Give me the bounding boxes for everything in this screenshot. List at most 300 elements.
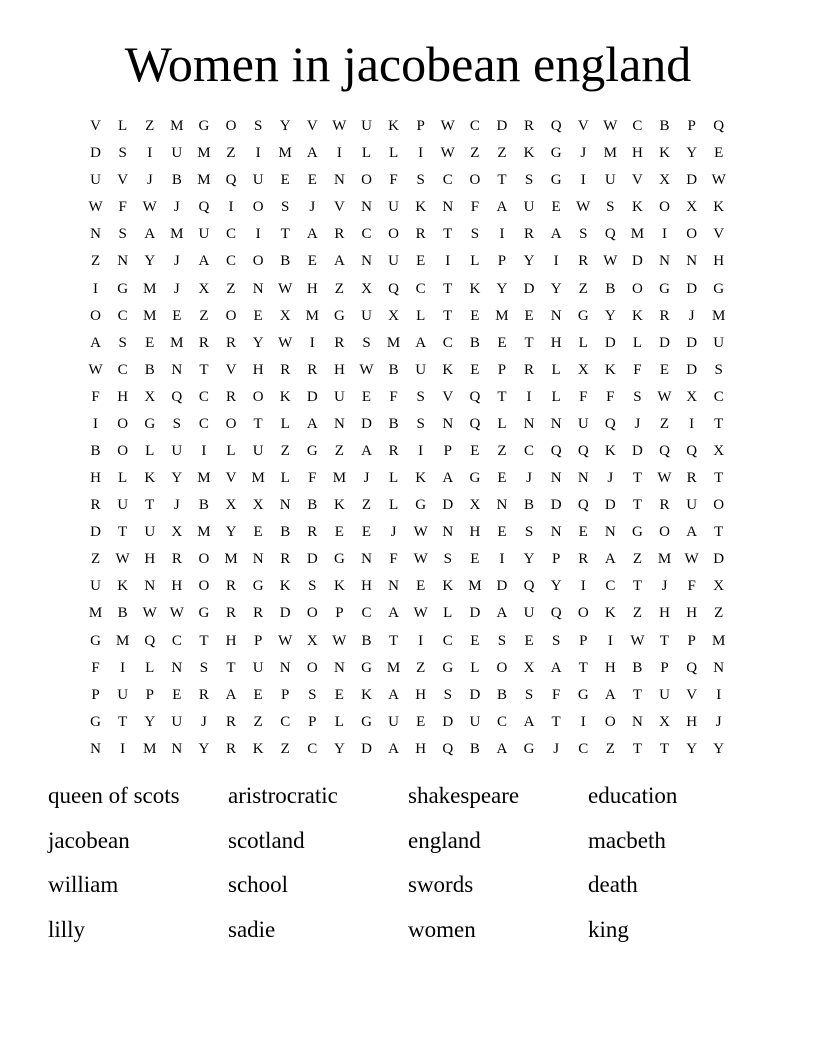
grid-letter: G [252,578,264,595]
grid-letter: W [359,361,374,378]
grid-letter: O [117,415,129,432]
grid-letter: P [687,632,696,649]
grid-letter: M [170,226,184,243]
grid-letter: C [496,713,507,730]
word-list-item: macbeth [588,827,666,853]
grid-letter: Y [333,740,345,757]
grid-letter: N [577,470,589,487]
grid-letter: M [657,551,672,568]
grid-letter: H [686,713,698,730]
grid-letter: T [443,226,453,243]
grid-letter: Q [198,199,210,216]
grid-letter: P [497,253,507,270]
grid-letter: I [445,253,451,270]
grid-letter: N [279,497,291,514]
grid-letter: E [416,253,426,270]
grid-letter: M [197,470,211,487]
grid-letter: Y [144,253,156,270]
grid-letter: F [606,388,615,405]
grid-letter: C [415,280,426,297]
grid-letter: U [90,578,101,595]
grid-letter: J [173,199,180,216]
grid-letter: L [226,442,236,459]
grid-letter: E [253,307,263,324]
grid-letter: V [442,388,454,405]
grid-letter: C [226,226,237,243]
grid-letter: Q [442,740,454,757]
grid-letter: L [280,470,290,487]
grid-letter: D [686,280,698,297]
grid-letter: R [524,118,535,135]
grid-letter: T [659,740,670,757]
grid-letter: N [604,524,616,541]
grid-letter: S [118,334,127,351]
grid-letter: C [713,388,724,405]
grid-letter: V [577,118,589,135]
grid-letter: E [416,578,426,595]
grid-letter: V [90,118,101,135]
grid-letter: Y [496,280,508,297]
grid-letter: D [442,713,454,730]
grid-letter: E [307,172,317,189]
grid-letter: A [388,740,399,757]
grid-letter: Q [659,442,670,459]
grid-letter: S [308,686,317,703]
grid-letter: H [604,659,616,676]
word-list-item: aristrocratic [228,783,338,808]
grid-letter: R [253,605,264,622]
grid-letter: M [143,280,157,297]
grid-letter: A [388,605,399,622]
grid-letter: V [225,361,237,378]
grid-letter: T [551,713,561,730]
grid-letter: H [171,578,183,595]
grid-letter: S [524,686,534,703]
grid-letter: G [523,740,535,757]
grid-letter: G [117,280,129,297]
grid-letter: E [416,713,426,730]
grid-letter: F [308,470,317,487]
grid-letter: U [144,524,156,541]
grid-letter: C [632,118,643,135]
grid-letter: M [143,307,157,324]
grid-letter: A [550,226,562,243]
grid-letter: Z [199,307,209,324]
grid-letter: C [442,334,453,351]
grid-letter: H [225,632,237,649]
grid-letter: E [470,551,480,568]
grid-letter: I [255,145,261,162]
grid-letter: J [688,307,695,324]
grid-letter: T [714,470,724,487]
grid-letter: S [199,659,209,676]
grid-letter: J [146,172,153,189]
grid-letter: H [90,470,101,487]
grid-letter: A [550,659,562,676]
grid-letter: Z [632,551,642,568]
grid-letter: T [280,226,290,243]
grid-letter: N [171,659,183,676]
grid-letter: D [469,605,481,622]
grid-letter: R [226,334,237,351]
grid-letter: U [117,686,129,703]
grid-letter: B [144,361,155,378]
grid-letter: Q [171,388,183,405]
grid-letter: H [415,740,427,757]
grid-letter: N [388,578,399,595]
grid-letter: N [171,361,183,378]
grid-letter: U [90,172,101,189]
grid-letter: K [713,199,725,216]
grid-letter: E [172,307,182,324]
grid-letter: Z [659,415,670,432]
grid-letter: C [226,253,237,270]
grid-letter: R [226,605,237,622]
grid-letter: G [361,659,372,676]
grid-letter: G [90,713,101,730]
grid-letter: W [88,199,103,216]
grid-letter: J [363,470,370,487]
grid-letter: Z [90,253,101,270]
grid-letter: T [632,497,642,514]
grid-letter: M [115,632,130,649]
grid-letter: J [173,280,180,297]
grid-letter: G [198,118,210,135]
word-list-item: queen of scots [48,783,180,808]
grid-letter: H [144,551,156,568]
grid-letter: I [120,740,126,757]
grid-letter: X [361,280,372,297]
grid-letter: H [333,361,345,378]
grid-letter: D [686,334,698,351]
grid-letter: S [118,226,127,243]
grid-letter: O [225,415,237,432]
grid-letter: H [252,361,264,378]
grid-letter: E [551,199,561,216]
grid-letter: W [603,118,618,135]
grid-letter: Y [686,145,698,162]
grid-letter: H [632,145,643,162]
grid-letter: O [686,226,698,243]
grid-letter: D [604,497,616,514]
grid-letter: S [281,199,290,216]
grid-letter: F [91,388,100,405]
grid-letter: M [224,551,238,568]
grid-letter: Y [686,740,698,757]
grid-letter: M [712,307,726,324]
grid-letter: R [334,334,345,351]
grid-letter: K [415,470,427,487]
grid-letter: Z [280,740,290,757]
grid-letter: D [632,253,643,270]
grid-letter: P [660,659,669,676]
grid-letter: T [226,659,236,676]
grid-letter: F [633,361,642,378]
grid-letter: R [226,740,237,757]
grid-letter: S [253,118,263,135]
grid-letter: Z [470,145,480,162]
grid-letter: L [118,118,128,135]
grid-letter: W [576,199,591,216]
grid-letter: N [361,253,372,270]
grid-letter: Z [497,145,507,162]
grid-letter: C [578,740,589,757]
grid-letter: Q [469,388,481,405]
grid-letter: U [604,172,616,189]
grid-letter: F [389,388,398,405]
grid-letter: Z [334,280,344,297]
grid-letter: Z [632,605,642,622]
grid-letter: X [659,713,670,730]
grid-letter: Q [225,172,237,189]
grid-letter: B [469,334,480,351]
grid-letter: I [499,226,505,243]
grid-letter: A [198,253,210,270]
grid-letter: O [306,605,318,622]
grid-letter: E [659,361,670,378]
grid-letter: O [361,172,372,189]
word-list-item: jacobean [48,827,130,853]
grid-letter: X [306,632,318,649]
grid-letter: C [307,740,318,757]
grid-letter: S [606,199,615,216]
grid-letter: M [386,659,401,676]
grid-letter: J [580,145,587,162]
grid-letter: N [90,740,101,757]
grid-letter: X [388,307,399,324]
grid-letter: B [388,361,399,378]
grid-letter: I [201,442,207,459]
word-list-item: lilly [48,916,86,942]
grid-letter: W [278,334,293,351]
grid-letter: R [578,253,589,270]
grid-letter: V [306,118,318,135]
word-list-item: scotland [228,827,305,853]
grid-letter: D [686,172,698,189]
grid-letter: E [470,307,480,324]
grid-letter: G [713,280,725,297]
grid-letter: E [361,524,372,541]
grid-letter: H [686,605,698,622]
grid-letter: S [416,415,425,432]
grid-letter: O [659,524,670,541]
grid-letter: A [306,145,318,162]
grid-letter: Q [686,659,698,676]
grid-letter: Y [252,334,264,351]
grid-letter: A [415,334,427,351]
grid-letter: X [144,388,156,405]
grid-letter: F [551,686,561,703]
grid-letter: U [415,361,427,378]
grid-letter: Q [577,442,589,459]
grid-letter: K [604,605,616,622]
grid-letter: E [470,442,480,459]
grid-letter: P [687,118,696,135]
grid-letter: T [578,659,588,676]
grid-letter: Y [198,740,210,757]
grid-letter: F [470,199,480,216]
grid-letter: T [199,632,209,649]
grid-letter: M [468,578,482,595]
grid-letter: P [443,442,452,459]
grid-letter: H [550,334,562,351]
grid-letter: H [117,388,129,405]
grid-letter: G [577,307,589,324]
grid-letter: O [252,388,264,405]
grid-letter: U [333,388,345,405]
grid-letter: N [252,551,264,568]
grid-letter: Z [145,118,155,135]
grid-letter: I [418,442,424,459]
grid-letter: D [90,145,101,162]
grid-letter: U [117,497,129,514]
grid-letter: A [225,686,237,703]
grid-letter: M [305,307,319,324]
grid-letter: G [361,713,372,730]
grid-letter: J [201,713,207,730]
grid-letter: R [415,226,426,243]
grid-letter: B [659,118,670,135]
grid-letter: E [361,388,372,405]
grid-letter: T [632,686,642,703]
grid-letter: K [604,442,616,459]
grid-letter: A [496,740,508,757]
grid-letter: K [632,199,643,216]
grid-letter: D [604,334,616,351]
grid-letter: E [470,361,480,378]
grid-letter: M [197,172,211,189]
grid-letter: U [252,172,264,189]
grid-letter: N [496,497,508,514]
grid-letter: Z [253,713,263,730]
grid-letter: B [280,253,291,270]
grid-letter: L [145,659,155,676]
grid-letter: L [388,470,399,487]
grid-letter: A [604,551,616,568]
grid-letter: K [523,145,535,162]
grid-letter: S [551,632,561,649]
grid-letter: L [388,497,399,514]
grid-letter: T [118,524,128,541]
grid-letter: B [307,497,318,514]
grid-letter: F [579,388,588,405]
grid-letter: N [442,524,454,541]
grid-letter: N [442,415,454,432]
grid-letter: P [551,551,561,568]
grid-letter: N [686,253,698,270]
grid-letter: B [469,740,480,757]
grid-letter: B [388,415,399,432]
grid-letter: T [388,632,399,649]
grid-letter: D [713,551,725,568]
grid-letter: N [144,578,156,595]
grid-letter: R [524,226,535,243]
grid-letter: Y [279,118,291,135]
grid-letter: X [577,361,589,378]
grid-letter: Y [550,280,562,297]
grid-letter: C [171,632,182,649]
word-list-item: england [408,827,481,853]
grid-letter: Z [226,280,236,297]
grid-letter: R [226,713,237,730]
grid-letter: I [336,145,342,162]
word-list-item: sadie [228,916,276,942]
grid-letter: K [279,578,291,595]
grid-letter: K [333,497,345,514]
grid-letter: G [577,686,589,703]
grid-letter: U [713,334,725,351]
grid-letter: M [143,740,157,757]
grid-letter: N [333,172,345,189]
grid-letter: N [632,713,643,730]
grid-letter: L [551,388,561,405]
grid-letter: M [197,524,211,541]
grid-letter: B [171,172,182,189]
grid-letter: M [197,145,211,162]
grid-letter: O [198,551,210,568]
grid-letter: K [442,361,454,378]
grid-letter: R [686,470,697,487]
grid-letter: R [226,388,237,405]
grid-letter: O [577,605,589,622]
grid-letter: H [415,686,427,703]
grid-letter: C [469,118,480,135]
grid-letter: S [443,686,452,703]
grid-letter: V [117,172,129,189]
grid-letter: W [413,524,428,541]
grid-letter: I [93,280,99,297]
grid-letter: W [413,605,428,622]
grid-letter: J [553,740,560,757]
grid-letter: W [657,470,672,487]
grid-letter: N [361,199,372,216]
grid-letter: C [524,442,535,459]
grid-letter: W [603,253,618,270]
grid-letter: C [361,605,372,622]
grid-letter: I [716,686,722,703]
grid-letter: G [198,605,210,622]
grid-letter: U [171,713,183,730]
grid-letter: E [497,470,507,487]
grid-letter: G [333,551,345,568]
grid-letter: O [252,199,264,216]
grid-letter: A [442,470,454,487]
grid-letter: U [388,253,399,270]
grid-letter: M [278,145,292,162]
grid-letter: O [469,172,481,189]
word-list-item: swords [408,872,474,897]
word-list-item: women [408,916,476,942]
grid-letter: W [142,199,157,216]
grid-letter: E [172,686,182,703]
grid-letter: Y [144,713,156,730]
grid-letter: F [91,659,100,676]
grid-letter: L [578,334,588,351]
grid-letter: R [226,578,237,595]
grid-letter: B [496,686,507,703]
grid-letter: N [659,253,670,270]
grid-letter: F [389,172,398,189]
grid-letter: W [88,361,103,378]
grid-letter: R [198,334,209,351]
grid-letter: O [225,118,237,135]
grid-letter: B [605,280,616,297]
grid-letter: O [496,659,508,676]
grid-letter: N [333,659,345,676]
grid-letter: E [307,253,317,270]
grid-letter: N [117,253,129,270]
letter-grid [82,113,734,763]
